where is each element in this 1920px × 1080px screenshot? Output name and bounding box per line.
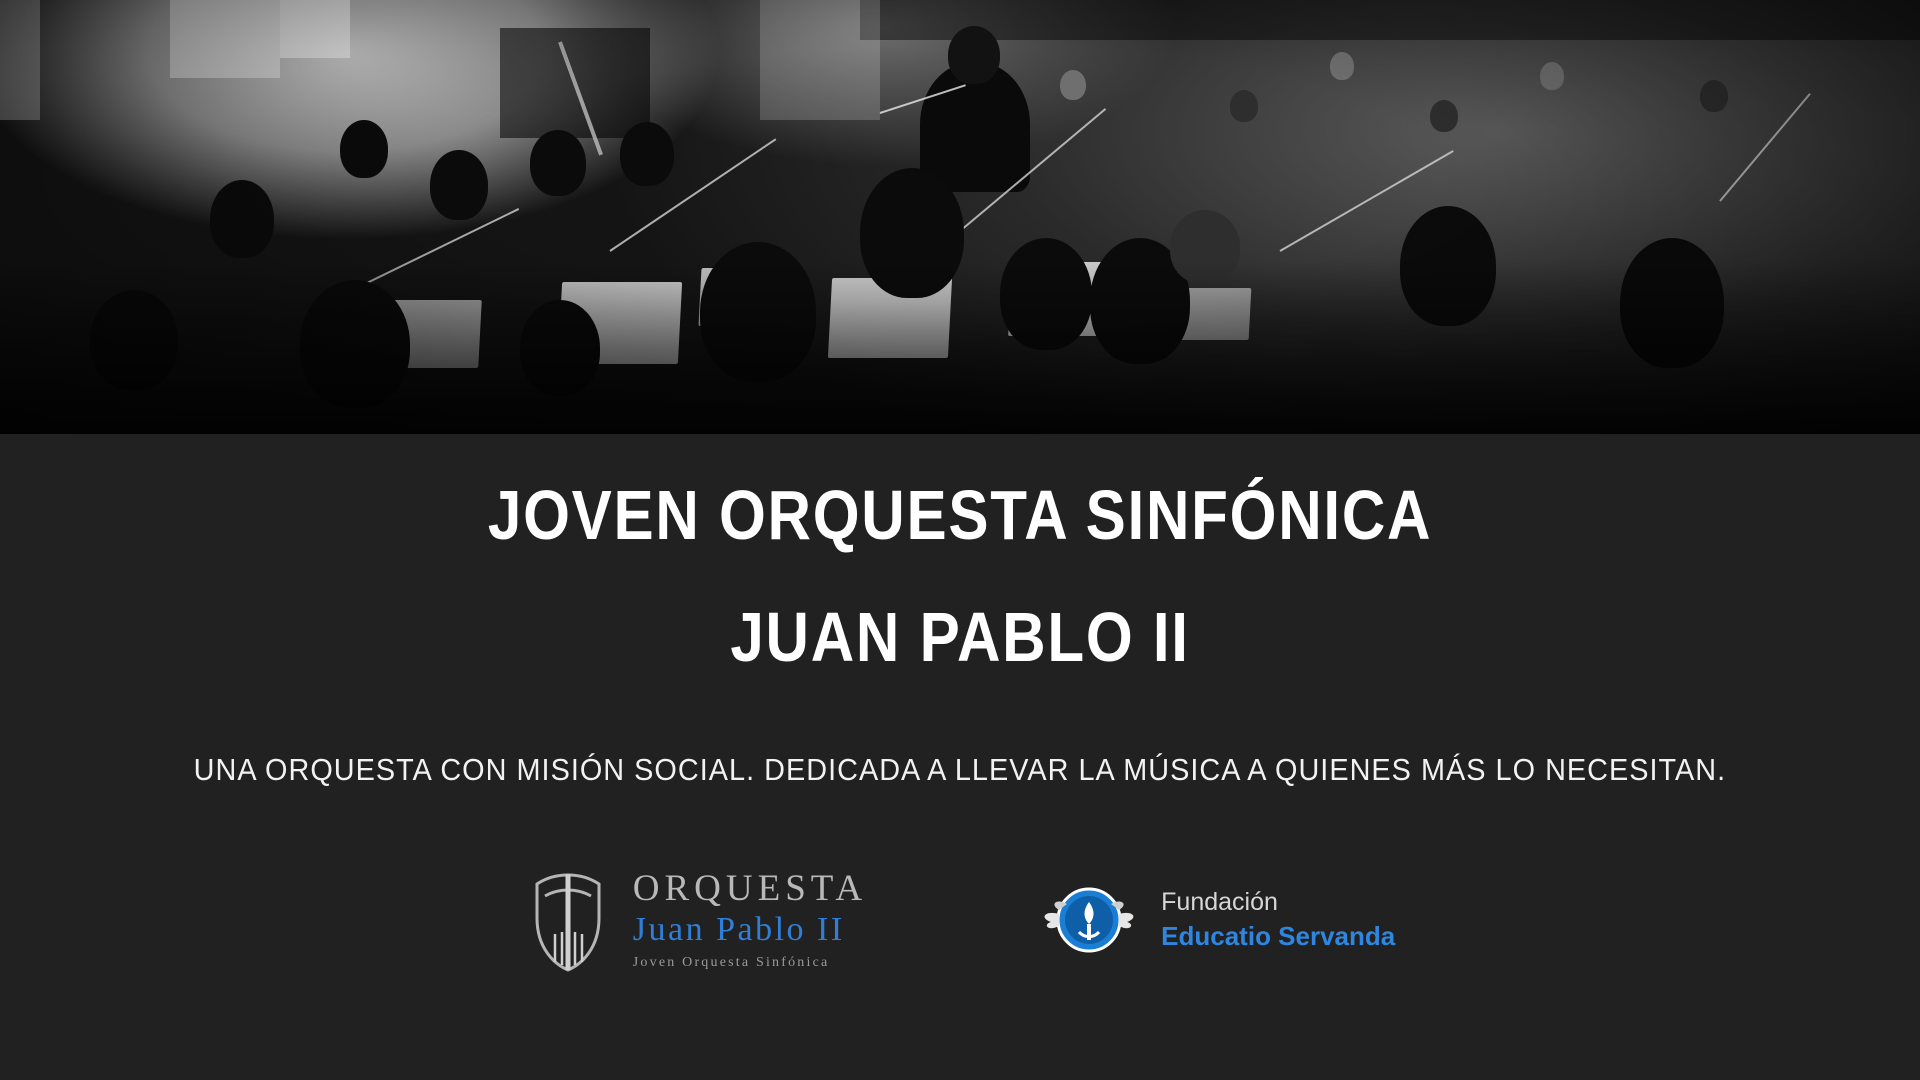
orquesta-logo-name: Juan Pablo II [632, 911, 845, 948]
orquesta-logo-text [633, 870, 867, 970]
photo-vignette [0, 0, 1920, 434]
logo-row [525, 866, 1395, 974]
page-title-line-1: JOVEN ORQUESTA SINFÓNICA [487, 476, 1433, 554]
title-block [411, 452, 1509, 676]
fundacion-logo-text [1161, 888, 1395, 953]
fundacion-logo-top: Fundación [1161, 887, 1278, 916]
logo-fundacion-educatio-servanda [1037, 868, 1395, 972]
orquesta-logo-tagline: Joven Orquesta Sinfónica [632, 955, 830, 970]
winged-emblem-icon [1037, 868, 1141, 972]
poster-content [0, 434, 1920, 1080]
orchestra-shield-harp-icon [525, 866, 611, 974]
concert-photo [0, 0, 1920, 434]
orquesta-logo-word: ORQUESTA [632, 868, 868, 909]
page-title-line-2: JUAN PABLO II [730, 598, 1190, 676]
fundacion-logo-bottom: Educatio Servanda [1161, 921, 1396, 952]
poster-subtitle: UNA ORQUESTA CON MISIÓN SOCIAL. DEDICADA A LLEVAR LA MÚSICA A QUIENES MÁS LO NECESITAN. [193, 752, 1727, 787]
logo-orquesta-juan-pablo-ii [525, 866, 867, 974]
